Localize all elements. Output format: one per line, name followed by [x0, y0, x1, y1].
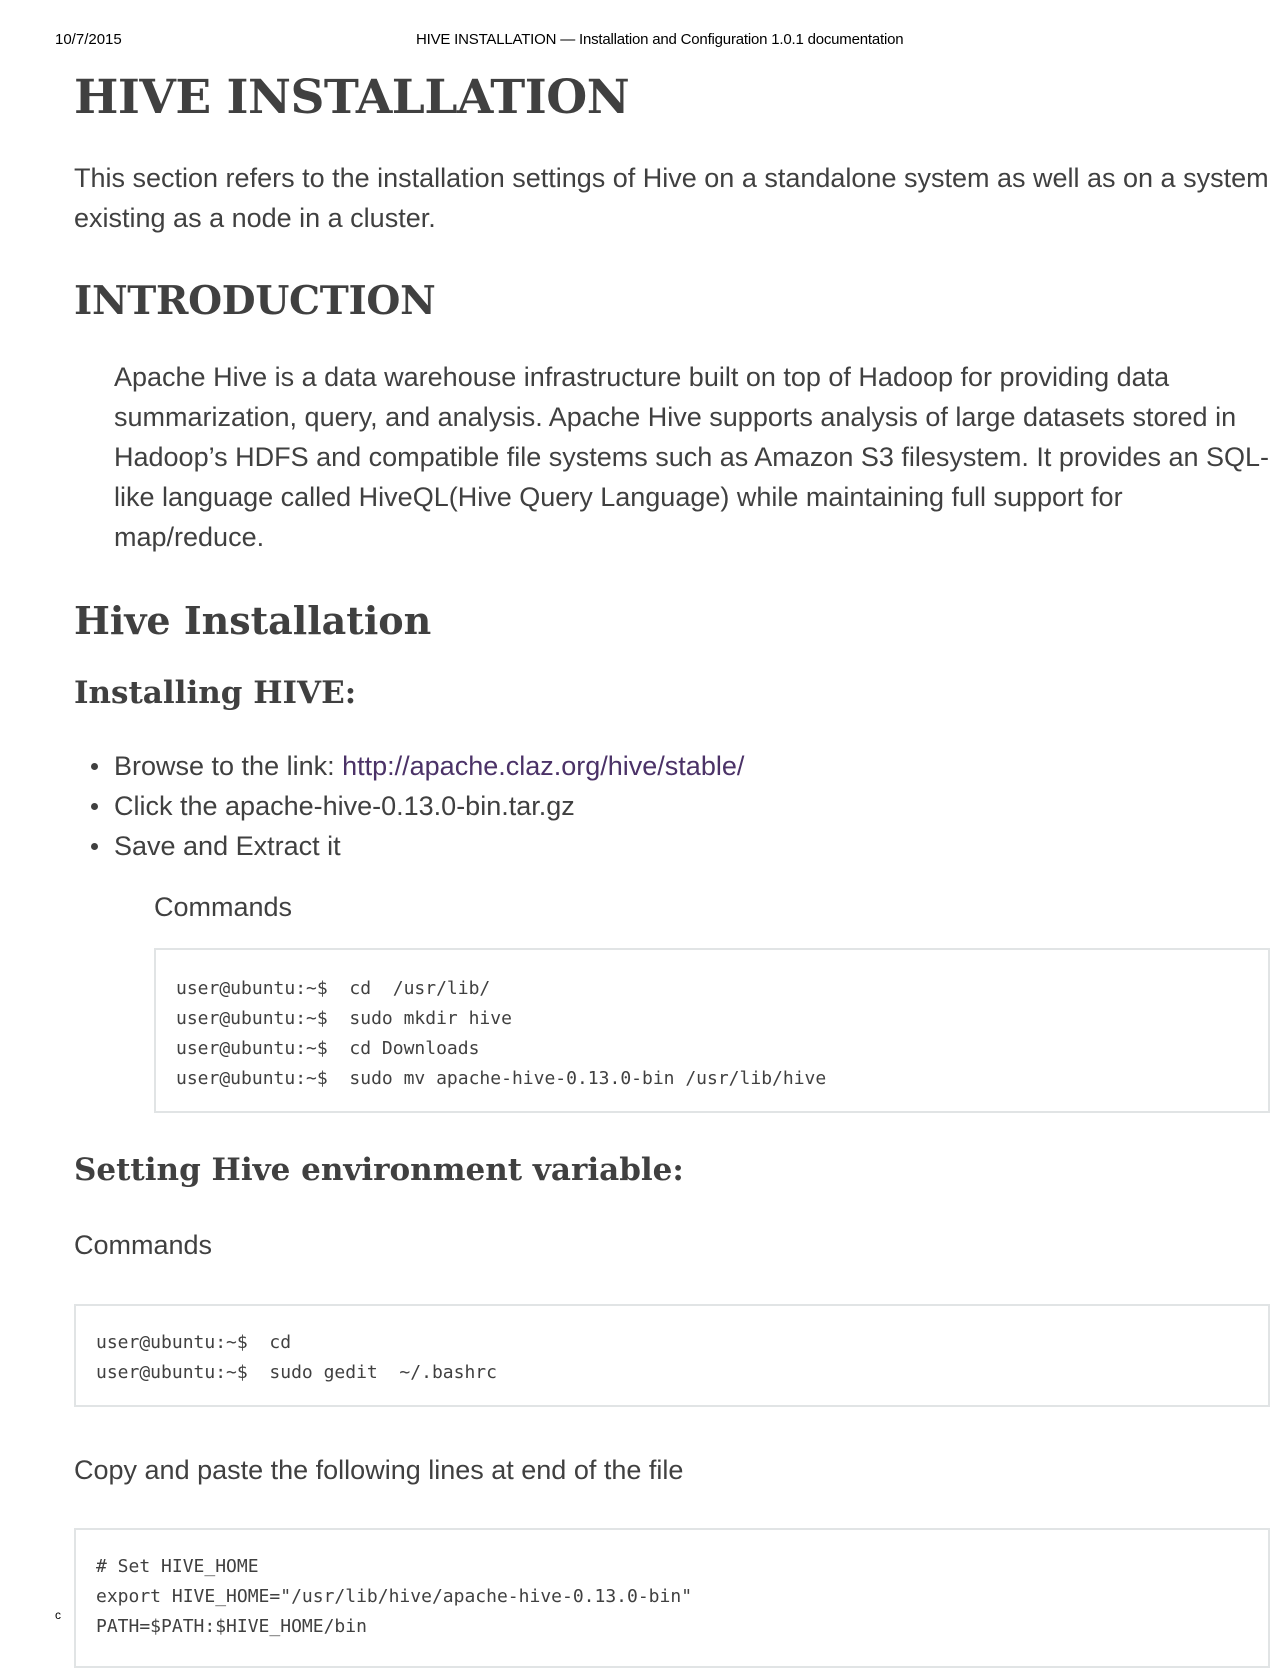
code-line: user@ubuntu:~$ cd /usr/lib/: [176, 978, 491, 999]
print-doc-title: HIVE INSTALLATION — Installation and Configuration 1.0.1 documentation: [416, 31, 904, 48]
hive-download-link[interactable]: http://apache.claz.org/hive/stable/: [342, 751, 745, 781]
list-item: [74, 826, 744, 866]
copy-instruction: Copy and paste the following lines at end of the file: [74, 1455, 684, 1485]
click-step-text: Click the apache-hive-0.13.0-bin.tar.gz: [114, 791, 575, 821]
code-line: user@ubuntu:~$ cd Downloads: [176, 1038, 480, 1059]
introduction-paragraph: Apache Hive is a data warehouse infrastructure built on top of Hadoop for providing data summarization, query, and analysis. Apache Hive supports analysis of large datasets stored in Hadoop’s HDFS and compatible file systems such as Amazon S3 filesystem. It provides an SQL-like language called HiveQL(Hive Query Language) while maintaining full support for map/reduce.: [114, 362, 1270, 552]
list-item: [74, 746, 744, 786]
code-line: PATH=$PATH:$HIVE_HOME/bin: [96, 1616, 367, 1637]
code-line: user@ubuntu:~$ sudo gedit ~/.bashrc: [96, 1362, 497, 1383]
code-block-install: [154, 948, 1270, 1113]
print-date: 10/7/2015: [55, 31, 122, 48]
intro-paragraph: This section refers to the installation settings of Hive on a standalone system as well as on a system existing as a node in a cluster.: [74, 163, 1269, 233]
code-block-env-vars: [74, 1528, 1270, 1668]
introduction-heading: INTRODUCTION: [74, 278, 436, 324]
installing-hive-heading: Installing HIVE:: [74, 675, 357, 711]
page-title: HIVE INSTALLATION: [74, 70, 630, 125]
hive-installation-heading: Hive Installation: [74, 598, 432, 643]
print-header: [0, 31, 1280, 53]
install-steps-list: [74, 746, 744, 866]
save-step-text: Save and Extract it: [114, 831, 341, 861]
code-line: export HIVE_HOME="/usr/lib/hive/apache-hive-0.13.0-bin": [96, 1586, 693, 1607]
environment-variable-heading: Setting Hive environment variable:: [74, 1152, 684, 1188]
commands-label: Commands: [154, 892, 293, 922]
list-item: [74, 786, 744, 826]
code-line: user@ubuntu:~$ cd: [96, 1332, 292, 1353]
code-line: user@ubuntu:~$ sudo mkdir hive: [176, 1008, 512, 1029]
code-line: user@ubuntu:~$ sudo mv apache-hive-0.13.0-bin /usr/lib/hive: [176, 1068, 827, 1089]
browse-step-text: Browse to the link:: [114, 751, 343, 781]
commands-label: Commands: [74, 1230, 213, 1260]
code-block-bashrc: [74, 1304, 1270, 1407]
code-line: # Set HIVE_HOME: [96, 1556, 259, 1577]
page-corner-mark: c: [55, 1608, 61, 1622]
